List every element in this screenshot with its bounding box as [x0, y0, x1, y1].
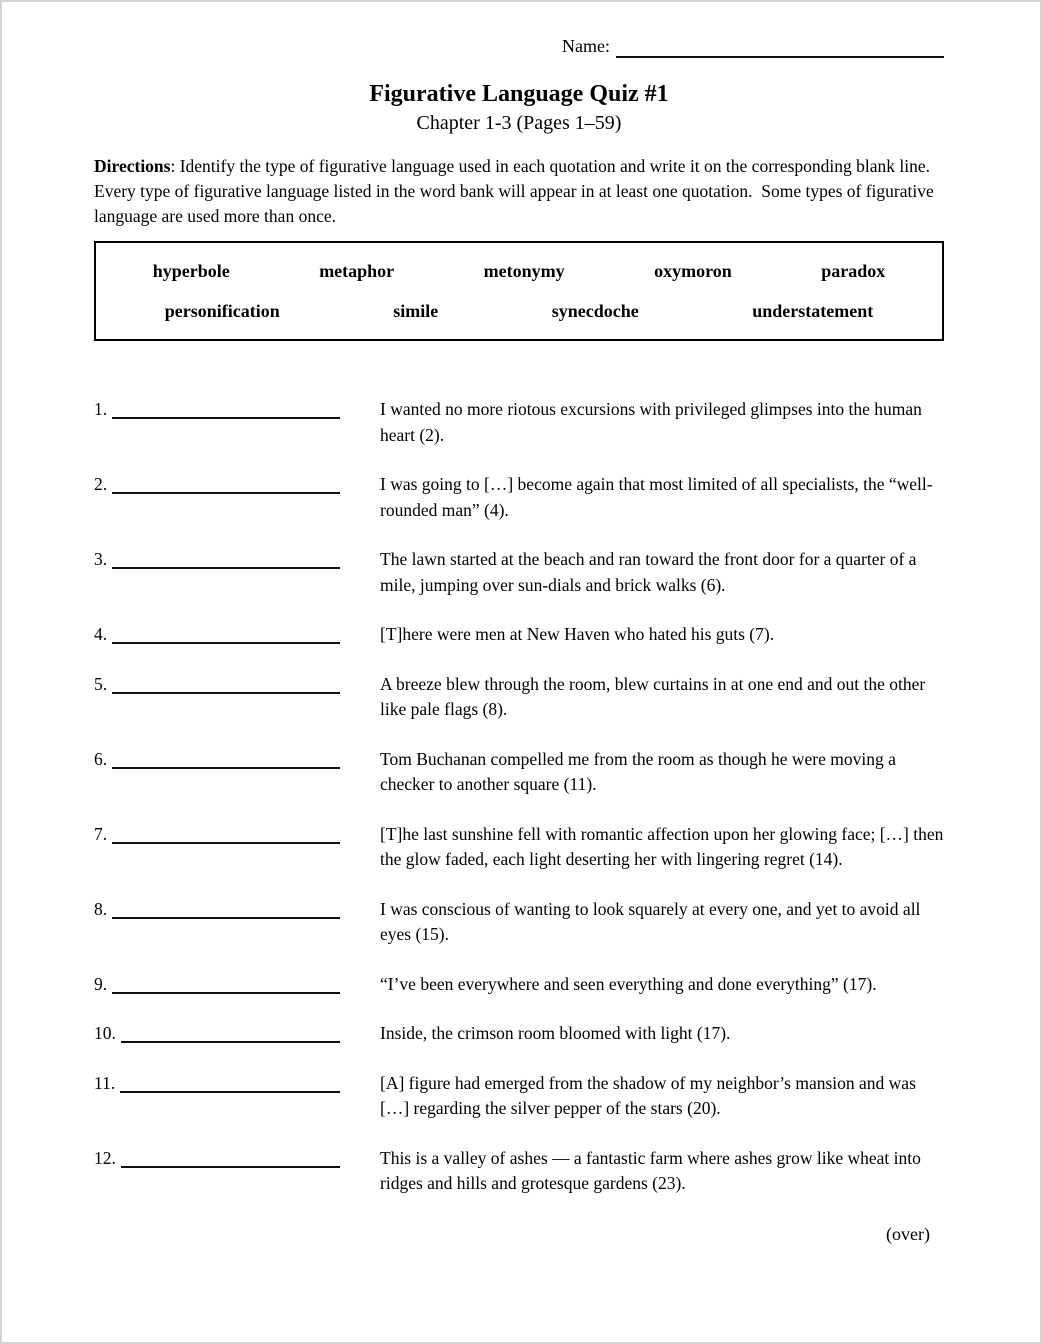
word-bank-row-2	[108, 298, 930, 324]
question-row	[94, 972, 944, 998]
question-answer-area	[94, 1146, 340, 1197]
word-bank	[94, 241, 944, 341]
question-answer-area	[94, 1021, 340, 1047]
answer-blank[interactable]	[112, 672, 340, 694]
question-row	[94, 897, 944, 948]
directions	[94, 154, 944, 229]
question-number: 5.	[94, 673, 108, 694]
word-bank-item: metonymy	[483, 261, 565, 281]
quote-text: Inside, the crimson room bloomed with light (17).	[380, 1023, 731, 1043]
page-subtitle: Chapter 1-3 (Pages 1–59)	[416, 112, 622, 134]
question-number: 12.	[94, 1147, 116, 1168]
question-number: 6.	[94, 748, 108, 769]
question-answer-area	[94, 1071, 340, 1122]
name-blank[interactable]	[616, 36, 944, 58]
question-number: 11.	[94, 1072, 116, 1093]
word-bank-row-1	[108, 258, 930, 284]
answer-blank[interactable]	[112, 472, 340, 494]
question-row	[94, 622, 944, 648]
word-bank-item: understatement	[752, 301, 874, 321]
question-row	[94, 547, 944, 598]
name-field	[562, 32, 944, 58]
question-number: 4.	[94, 624, 108, 644]
word-bank-item: simile	[393, 301, 439, 321]
answer-blank[interactable]	[112, 972, 340, 994]
question-number: 7.	[94, 823, 108, 844]
question-row	[94, 1071, 944, 1122]
name-label: Name:	[562, 36, 610, 56]
page-title: Figurative Language Quiz #1	[369, 81, 669, 107]
answer-blank[interactable]	[112, 822, 340, 844]
quote-text: A breeze blew through the room, blew curtains in at one end and out the other like pale flags (8).	[380, 673, 926, 719]
question-number: 2.	[94, 474, 108, 494]
question-answer-area	[94, 972, 340, 998]
word-bank-item: oxymoron	[654, 261, 732, 281]
answer-blank[interactable]	[121, 1021, 340, 1043]
question-row	[94, 472, 944, 523]
directions-label: Directions	[94, 156, 171, 176]
question-answer-area	[94, 747, 340, 798]
question-number: 3.	[94, 549, 108, 569]
question-number: 10.	[94, 1023, 116, 1043]
word-bank-item: metaphor	[319, 261, 395, 281]
word-bank-item: personification	[164, 301, 280, 321]
quote-text: [T]here were men at New Haven who hated his guts (7).	[380, 624, 775, 644]
question-row	[94, 1021, 944, 1047]
question-number: 1.	[94, 399, 108, 419]
quote-text: I was going to […] become again that most limited of all specialists, the “well-rounded man” (4).	[380, 474, 933, 520]
word-bank-item: paradox	[821, 261, 886, 281]
quote-text: [A] figure had emerged from the shadow of my neighbor’s mansion and was […] regarding the silver pepper of the stars (20).	[380, 1072, 916, 1118]
question-row	[94, 1146, 944, 1197]
answer-blank[interactable]	[112, 397, 340, 419]
quote-text: I wanted no more riotous excursions with privileged glimpses into the human heart (2).	[380, 399, 922, 445]
question-list	[94, 397, 944, 1197]
question-row	[94, 397, 944, 448]
word-bank-item: synecdoche	[551, 301, 639, 321]
answer-blank[interactable]	[112, 897, 340, 919]
answer-blank[interactable]	[112, 747, 340, 769]
quote-text: Tom Buchanan compelled me from the room as though he were moving a checker to another square (11).	[380, 748, 896, 794]
question-answer-area	[94, 547, 340, 598]
question-row	[94, 822, 944, 873]
quote-text: This is a valley of ashes — a fantastic farm where ashes grow like wheat into ridges and hills and grotesque gardens (23).	[380, 1147, 921, 1193]
over-label: (over)	[886, 1223, 930, 1244]
answer-blank[interactable]	[120, 1071, 340, 1093]
question-answer-area	[94, 472, 340, 523]
answer-blank[interactable]	[112, 547, 340, 569]
quote-text: I was conscious of wanting to look squarely at every one, and yet to avoid all eyes (15).	[380, 898, 921, 944]
word-bank-item: hyperbole	[152, 261, 230, 281]
answer-blank[interactable]	[112, 622, 340, 644]
quote-text: [T]he last sunshine fell with romantic affection upon her glowing face; […] then the glow faded, each light deserting her with lingering regret (14).	[380, 823, 944, 869]
question-number: 8.	[94, 898, 108, 919]
question-number: 9.	[94, 973, 108, 994]
question-answer-area	[94, 822, 340, 873]
question-answer-area	[94, 397, 340, 448]
question-answer-area	[94, 897, 340, 948]
question-answer-area	[94, 622, 340, 648]
question-answer-area	[94, 672, 340, 723]
page	[2, 2, 1040, 1247]
quote-text: “I’ve been everywhere and seen everything and done everything” (17).	[380, 973, 877, 994]
answer-blank[interactable]	[121, 1146, 340, 1168]
directions-text: : Identify the type of figurative language used in each quotation and write it on the corresponding blank line. Every type of figurative language listed in the word bank will appear in at least one quotation. Some types of figurative language are used more than once.	[94, 156, 939, 226]
question-row	[94, 747, 944, 798]
question-row	[94, 672, 944, 723]
quote-text: The lawn started at the beach and ran toward the front door for a quarter of a mile, jumping over sun-dials and brick walks (6).	[380, 549, 917, 595]
